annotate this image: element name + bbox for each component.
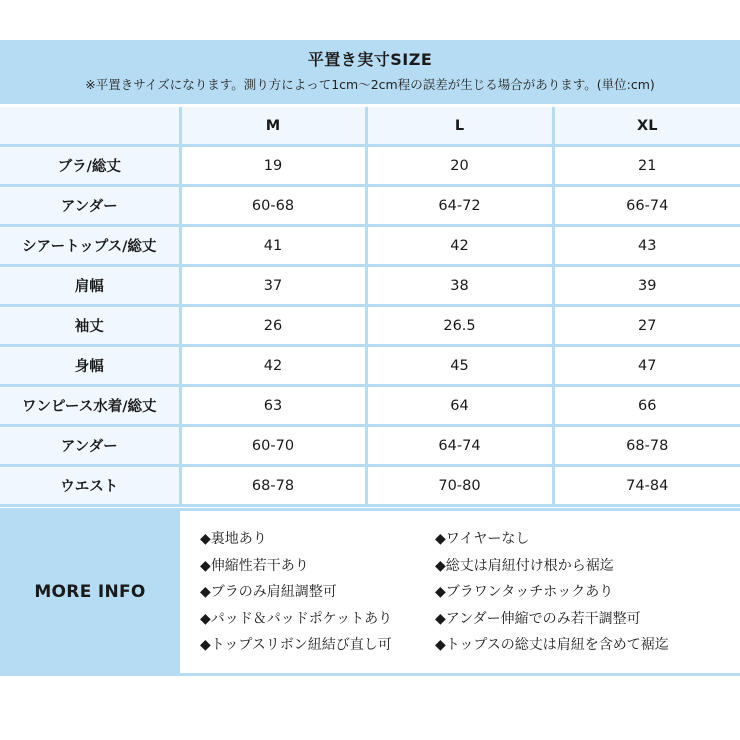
size-value-cell: 68-78 — [553, 426, 740, 466]
size-value-cell: 64-72 — [366, 186, 553, 226]
size-chart-header — [0, 40, 740, 107]
row-label: シアートップス/総丈 — [0, 226, 180, 266]
table-row — [0, 386, 740, 426]
size-value-cell: 41 — [180, 226, 366, 266]
size-table — [0, 107, 740, 507]
size-value-cell: 19 — [180, 146, 366, 186]
row-label: 袖丈 — [0, 306, 180, 346]
column-header-m: M — [180, 107, 366, 146]
size-value-cell: 38 — [366, 266, 553, 306]
size-value-cell: 47 — [553, 346, 740, 386]
size-value-cell: 66 — [553, 386, 740, 426]
size-chart-title: 平置き実寸SIZE — [307, 50, 433, 69]
table-row — [0, 266, 740, 306]
row-label: ブラ/総丈 — [0, 146, 180, 186]
table-row — [0, 306, 740, 346]
size-value-cell: 21 — [553, 146, 740, 186]
table-row — [0, 346, 740, 386]
size-value-cell: 42 — [180, 346, 366, 386]
size-value-cell: 60-68 — [180, 186, 366, 226]
info-item: ◆アンダー伸縮でのみ若干調整可 — [435, 610, 641, 627]
size-value-cell: 43 — [553, 226, 740, 266]
size-value-cell: 26 — [180, 306, 366, 346]
row-label: アンダー — [0, 186, 180, 226]
row-label: ウエスト — [0, 466, 180, 506]
size-chart-note: ※平置きサイズになります。測り方によって1cm～2cm程の誤差が生じる場合があります。(単位:cm) — [85, 77, 655, 92]
info-item: ◆ワイヤーなし — [435, 531, 530, 547]
row-label: アンダー — [0, 426, 180, 466]
table-header-row — [0, 107, 740, 146]
table-row — [0, 226, 740, 266]
table-row — [0, 186, 740, 226]
size-value-cell: 60-70 — [180, 426, 366, 466]
table-row — [0, 466, 740, 506]
size-value-cell: 70-80 — [366, 466, 553, 506]
info-item: ◆裏地あり — [200, 531, 267, 547]
size-value-cell: 26.5 — [366, 306, 553, 346]
size-value-cell: 66-74 — [553, 186, 740, 226]
size-value-cell: 42 — [366, 226, 553, 266]
size-chart — [0, 40, 740, 507]
info-item: ◆伸縮性若干あり — [200, 557, 309, 574]
column-header-xl: XL — [553, 107, 740, 146]
more-info-section — [0, 508, 740, 676]
size-value-cell: 39 — [553, 266, 740, 306]
row-label: 肩幅 — [0, 266, 180, 306]
table-row — [0, 426, 740, 466]
table-row — [0, 146, 740, 186]
size-value-cell: 20 — [366, 146, 553, 186]
info-item: ◆総丈は肩紐付け根から裾迄 — [435, 557, 614, 574]
size-value-cell: 68-78 — [180, 466, 366, 506]
info-item: ◆パッド＆パッドポケットあり — [200, 610, 393, 627]
info-item: ◆トップスリボン紐結び直し可 — [200, 637, 392, 653]
info-item: ◆トップスの総丈は肩紐を含めて裾迄 — [435, 637, 669, 653]
size-value-cell: 64 — [366, 386, 553, 426]
more-info-label: MORE INFO — [0, 508, 180, 676]
size-value-cell: 45 — [366, 346, 553, 386]
row-label: 身幅 — [0, 346, 180, 386]
corner-cell — [0, 107, 180, 146]
size-value-cell: 63 — [180, 386, 366, 426]
info-item: ◆ブラのみ肩紐調整可 — [200, 584, 337, 600]
row-label: ワンピース水着/総丈 — [0, 386, 180, 426]
size-value-cell: 37 — [180, 266, 366, 306]
info-item: ◆ブラワンタッチホックあり — [435, 584, 614, 600]
size-value-cell: 74-84 — [553, 466, 740, 506]
size-value-cell: 64-74 — [366, 426, 553, 466]
size-value-cell: 27 — [553, 306, 740, 346]
more-info-list — [180, 511, 740, 673]
column-header-l: L — [366, 107, 553, 146]
